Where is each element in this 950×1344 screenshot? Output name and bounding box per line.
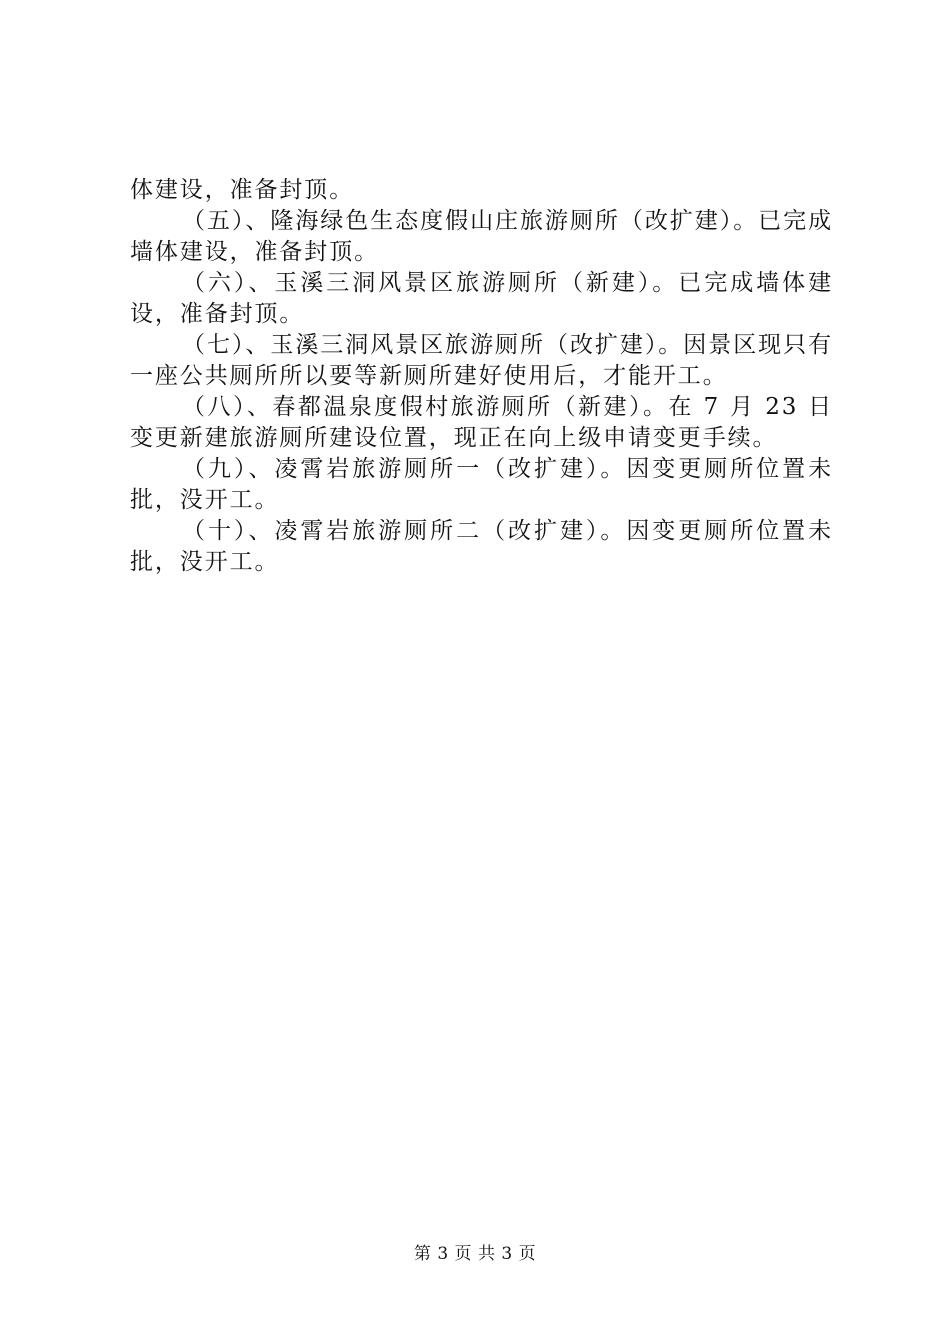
paragraph-item-8: （八）、春都温泉度假村旅游厕所（新建）。在 7 月 23 日变更新建旅游厕所建设位置，现正在向上级申请变更手续。 (130, 394, 833, 451)
paragraph-continuation: 体建设，准备封顶。 (130, 177, 355, 203)
paragraph-item-6: （六）、玉溪三洞风景区旅游厕所（新建）。已完成墙体建设，准备封顶。 (130, 270, 833, 327)
paragraph-item-9: （九）、凌霄岩旅游厕所一（改扩建）。因变更厕所位置未批，没开工。 (130, 456, 833, 513)
document-body (130, 175, 833, 578)
page-footer: 第 3 页 共 3 页 (413, 1244, 537, 1264)
paragraph-item-5: （五）、隆海绿色生态度假山庄旅游厕所（改扩建）。已完成墙体建设，准备封顶。 (130, 208, 833, 265)
paragraph-item-10: （十）、凌霄岩旅游厕所二（改扩建）。因变更厕所位置未批，没开工。 (130, 518, 833, 575)
paragraph-item-7: （七）、玉溪三洞风景区旅游厕所（改扩建）。因景区现只有一座公共厕所所以要等新厕所建好使用后，才能开工。 (130, 332, 833, 389)
